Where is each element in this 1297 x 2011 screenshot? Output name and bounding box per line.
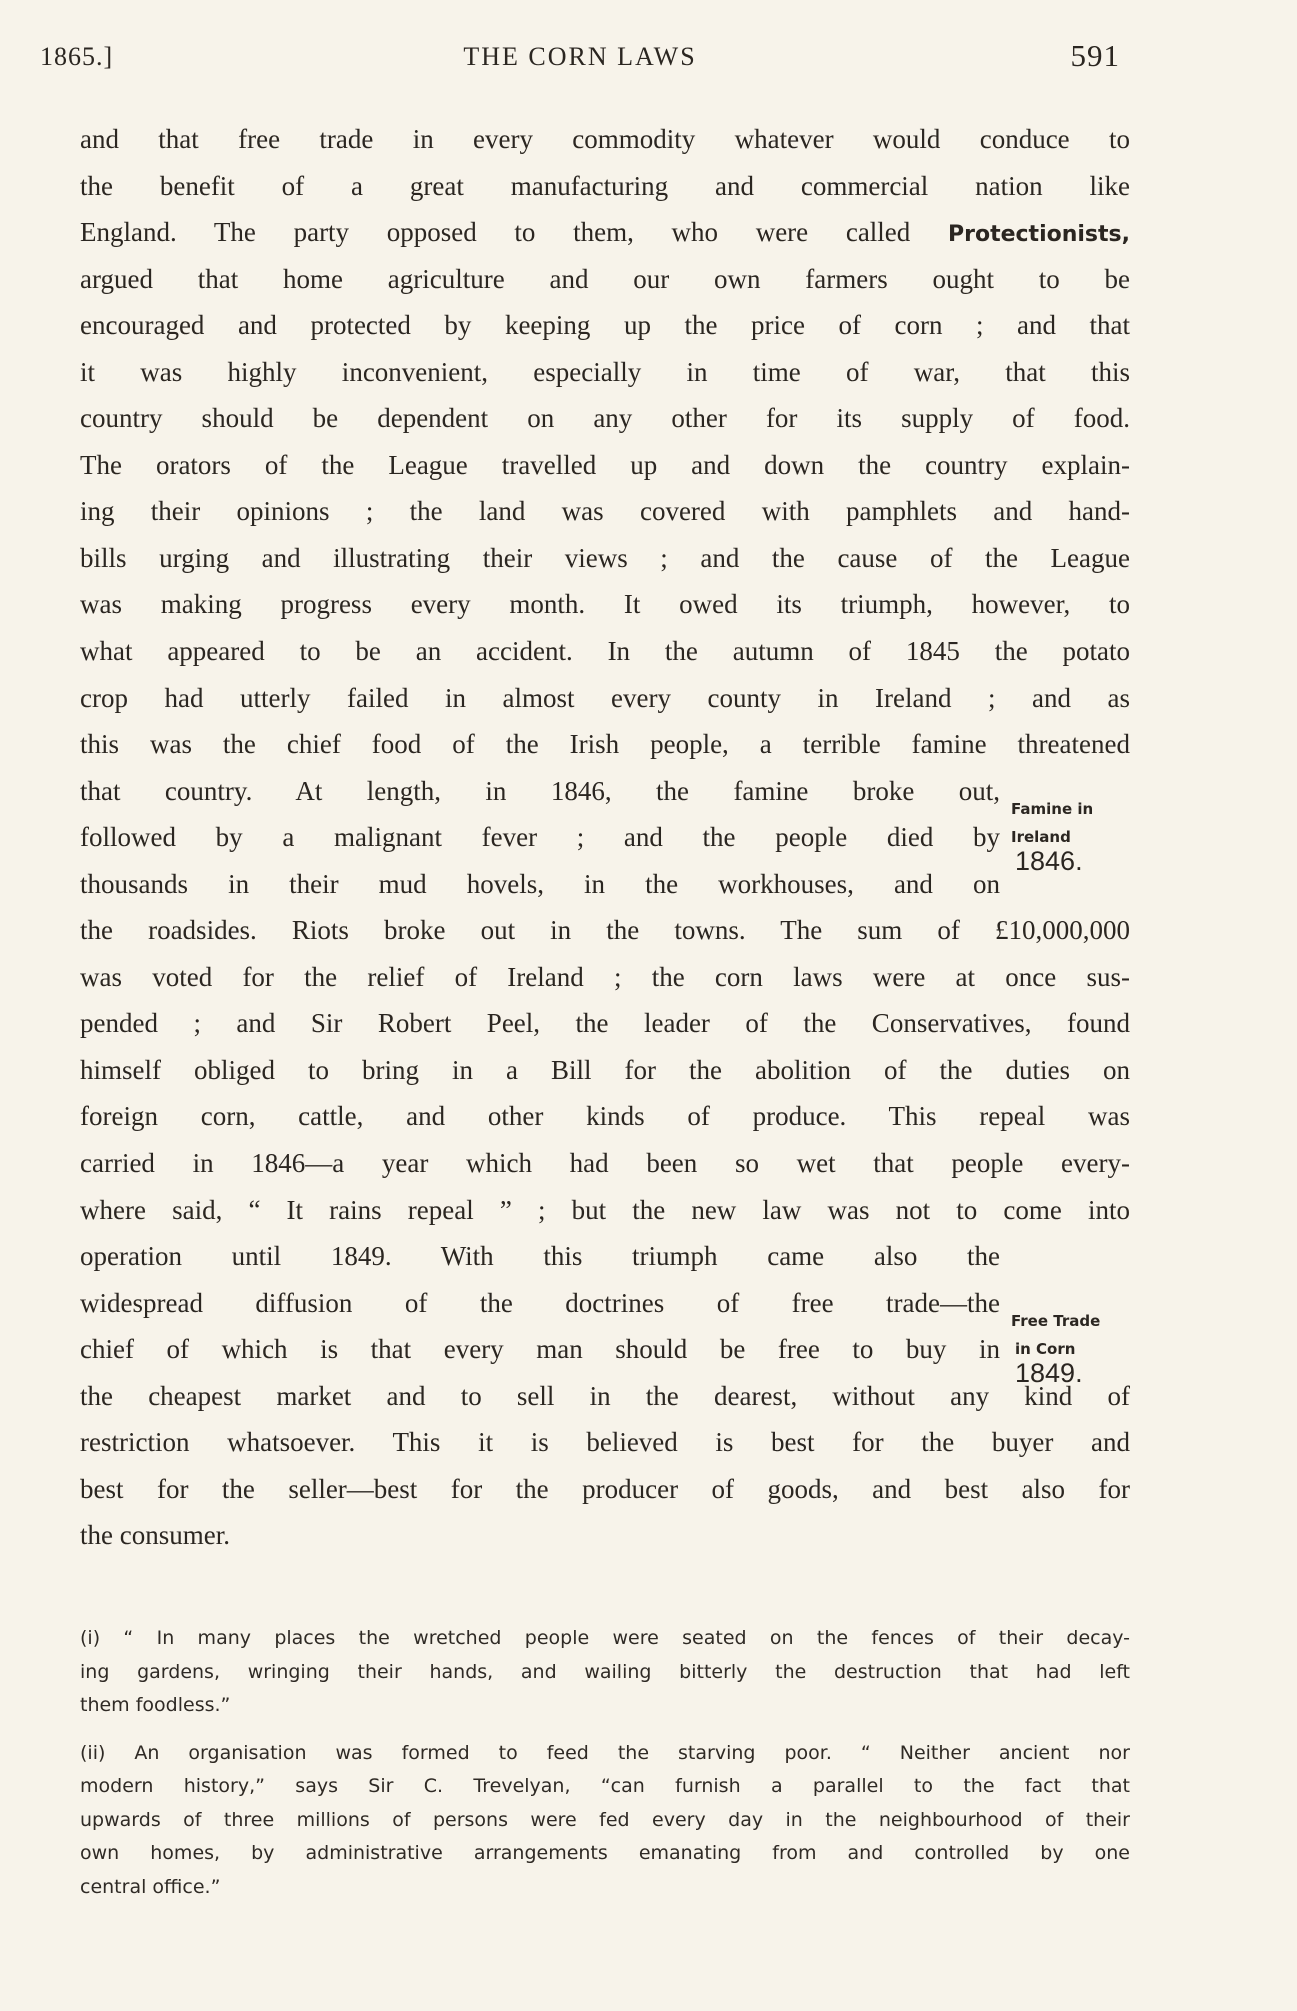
body-line: carried in 1846—a year which had been so wet that people every- — [80, 1148, 1130, 1179]
body-line: chief of which is that every man should be free to buy in — [80, 1334, 1000, 1365]
body-line: The orators of the League travelled up and down the country explain- — [80, 449, 1130, 480]
margin-note-label: Famine in — [1011, 800, 1094, 818]
footnotes — [80, 1622, 1130, 1904]
footnote-line: them foodless.” — [80, 1694, 231, 1716]
body-line: ing their opinions ; the land was covered with pamphlets and hand- — [80, 496, 1130, 527]
body-line: argued that home agriculture and our own farmers ought to be — [80, 263, 1130, 294]
margin-note-year: 1846. — [1015, 846, 1083, 876]
footnote-line: upwards of three millions of persons were fed every day in the neighbourhood of their — [80, 1808, 1130, 1831]
margin-note-free-trade — [1011, 1312, 1100, 1389]
body-line-text: England. The party opposed to them, who were called — [80, 217, 948, 248]
body-line: the consumer. — [80, 1520, 230, 1551]
body-line: widespread diffusion of the doctrines of free trade—the — [80, 1287, 1000, 1318]
margin-note-year: 1849. — [1015, 1358, 1083, 1388]
body-line: that country. At length, in 1846, the famine broke out, — [80, 775, 1000, 806]
body-line: and that free trade in every commodity whatever would conduce to — [80, 124, 1130, 154]
body-line: foreign corn, cattle, and other kinds of produce. This repeal was — [80, 1101, 1130, 1132]
footnote-line: (ii) An organisation was formed to feed the starving poor. “ Neither ancient nor — [80, 1741, 1130, 1764]
footnote-line: own homes, by administrative arrangements emanating from and controlled by one — [80, 1842, 1130, 1864]
body-line — [80, 209, 1130, 256]
body-line: what appeared to be an accident. In the autumn of 1845 the potato — [80, 636, 1130, 667]
footnote-line: central office.” — [80, 1875, 221, 1898]
body-line: followed by a malignant fever ; and the people died by — [80, 822, 1000, 853]
body-line: country should be dependent on any other for its supply of food. — [80, 403, 1130, 434]
body-line: crop had utterly failed in almost every county in Ireland ; and as — [80, 682, 1130, 713]
body-line: this was the chief food of the Irish people, a terrible famine threatened — [80, 729, 1130, 760]
body-line: was making progress every month. It owed its triumph, however, to — [80, 589, 1130, 620]
body-line: the benefit of a great manufacturing and commercial nation like — [80, 170, 1130, 201]
footnote-line: ing gardens, wringing their hands, and wailing bitterly the destruction that had left — [80, 1660, 1130, 1683]
header-title: THE CORN LAWS — [463, 42, 697, 71]
body-line: best for the seller—best for the producer of goods, and best also for — [80, 1473, 1130, 1504]
body-line: bills urging and illustrating their views ; and the cause of the League — [80, 542, 1130, 573]
margin-note-famine — [1011, 800, 1093, 877]
footnote-line: (i) “ In many places the wretched people were seated on the fences of their decay- — [80, 1627, 1130, 1649]
body-line: the cheapest market and to sell in the dearest, without any kind of — [80, 1380, 1130, 1411]
body-line: the roadsides. Riots broke out in the towns. The sum of £10,000,000 — [80, 915, 1130, 946]
header-year: 1865.] — [40, 42, 114, 71]
margin-note-label: Ireland — [1011, 828, 1071, 846]
body-line: restriction whatsoever. This it is believed is best for the buyer and — [80, 1427, 1130, 1458]
body-line: himself obliged to bring in a Bill for the abolition of the duties on — [80, 1054, 1130, 1085]
margin-note-label: Free Trade — [1011, 1312, 1101, 1330]
protectionists-term: Protectionists, — [947, 222, 1130, 248]
body-line: operation until 1849. With this triumph came also the — [80, 1241, 1000, 1272]
footnote-line: modern history,” says Sir C. Trevelyan, “can furnish a parallel to the fact that — [80, 1775, 1130, 1797]
body-text — [80, 116, 1130, 1559]
body-line: where said, “ It rains repeal ” ; but the new law was not to come into — [80, 1194, 1130, 1225]
body-line: pended ; and Sir Robert Peel, the leader of the Conservatives, found — [80, 1008, 1130, 1039]
margin-note-label: in Corn — [1015, 1340, 1076, 1358]
body-line: encouraged and protected by keeping up the price of corn ; and that — [80, 310, 1130, 341]
body-line: it was highly inconvenient, especially in time of war, that this — [80, 356, 1130, 387]
body-line: was voted for the relief of Ireland ; the corn laws were at once sus- — [80, 961, 1130, 992]
footnote-gap — [80, 1723, 1130, 1737]
running-header — [40, 38, 1120, 82]
page-number: 591 — [1070, 38, 1120, 73]
body-line: thousands in their mud hovels, in the workhouses, and on — [80, 868, 1000, 899]
